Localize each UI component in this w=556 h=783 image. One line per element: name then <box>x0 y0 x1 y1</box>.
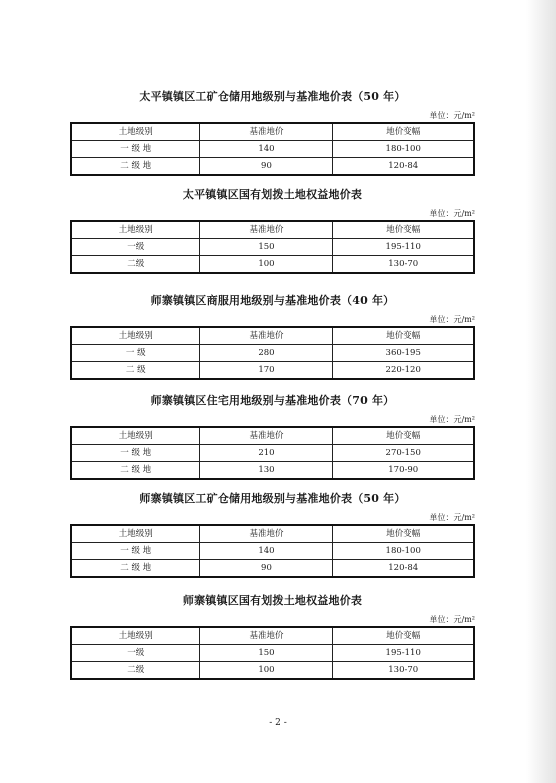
price-table-block <box>70 186 475 274</box>
header-cell: 基准地价 <box>200 627 333 645</box>
header-cell: 地价变幅 <box>333 427 474 445</box>
table-cell: 120-84 <box>333 158 474 176</box>
price-table <box>70 524 475 578</box>
table-cell: 二 级 地 <box>71 560 200 578</box>
table-cell: 130 <box>200 462 333 480</box>
table-cell: 100 <box>200 662 333 680</box>
header-cell: 土地级别 <box>71 427 200 445</box>
table-cell: 180-100 <box>333 141 474 158</box>
price-table <box>70 426 475 480</box>
table-cell: 150 <box>200 239 333 256</box>
table-title: 太平镇镇区工矿仓储用地级别与基准地价表（50 年） <box>139 90 406 103</box>
price-table <box>70 220 475 274</box>
table-header-row <box>71 427 474 445</box>
table-cell: 170-90 <box>333 462 474 480</box>
table-row <box>71 645 474 662</box>
table-cell: 一 级 地 <box>71 543 200 560</box>
header-cell: 土地级别 <box>71 627 200 645</box>
header-cell: 地价变幅 <box>333 123 474 141</box>
table-row <box>71 239 474 256</box>
table-cell: 360-195 <box>333 345 474 362</box>
price-table-block <box>70 292 475 380</box>
price-table <box>70 326 475 380</box>
header-cell: 地价变幅 <box>333 221 474 239</box>
page-number: - 2 - <box>269 718 287 728</box>
table-title: 师寨镇镇区住宅用地级别与基准地价表（70 年） <box>150 394 395 407</box>
price-table <box>70 122 475 176</box>
table-cell: 一 级 地 <box>71 141 200 158</box>
table-cell: 90 <box>200 560 333 578</box>
table-row <box>71 345 474 362</box>
table-row <box>71 362 474 380</box>
table-row <box>71 141 474 158</box>
table-title: 师寨镇镇区工矿仓储用地级别与基准地价表（50 年） <box>139 492 406 505</box>
header-cell: 基准地价 <box>200 221 333 239</box>
header-cell: 土地级别 <box>71 221 200 239</box>
table-cell: 140 <box>200 141 333 158</box>
table-cell: 180-100 <box>333 543 474 560</box>
price-table-block <box>70 88 475 176</box>
header-cell: 土地级别 <box>71 525 200 543</box>
header-cell: 土地级别 <box>71 123 200 141</box>
table-title: 师寨镇镇区商服用地级别与基准地价表（40 年） <box>150 294 395 307</box>
table-header-row <box>71 123 474 141</box>
unit-label: 单位：元/m² <box>429 513 475 522</box>
table-row <box>71 462 474 480</box>
table-title: 太平镇镇区国有划拨土地权益地价表 <box>182 188 363 201</box>
table-cell: 270-150 <box>333 445 474 462</box>
table-cell: 280 <box>200 345 333 362</box>
table-cell: 130-70 <box>333 256 474 274</box>
table-row <box>71 662 474 680</box>
table-cell: 150 <box>200 645 333 662</box>
table-row <box>71 256 474 274</box>
table-cell: 195-110 <box>333 239 474 256</box>
table-cell: 100 <box>200 256 333 274</box>
header-cell: 土地级别 <box>71 327 200 345</box>
table-header-row <box>71 627 474 645</box>
unit-label: 单位：元/m² <box>429 415 475 424</box>
unit-label: 单位：元/m² <box>429 615 475 624</box>
table-cell: 210 <box>200 445 333 462</box>
header-cell: 地价变幅 <box>333 525 474 543</box>
unit-label: 单位：元/m² <box>429 315 475 324</box>
table-cell: 二 级 地 <box>71 158 200 176</box>
header-cell: 地价变幅 <box>333 327 474 345</box>
table-cell: 二级 <box>71 256 200 274</box>
table-cell: 一 级 地 <box>71 445 200 462</box>
header-cell: 基准地价 <box>200 327 333 345</box>
table-cell: 170 <box>200 362 333 380</box>
price-table-block <box>70 490 475 578</box>
table-cell: 140 <box>200 543 333 560</box>
unit-label: 单位：元/m² <box>429 209 475 218</box>
table-cell: 220-120 <box>333 362 474 380</box>
table-cell: 二 级 <box>71 362 200 380</box>
table-header-row <box>71 327 474 345</box>
table-row <box>71 560 474 578</box>
header-cell: 基准地价 <box>200 525 333 543</box>
table-row <box>71 158 474 176</box>
table-title: 师寨镇镇区国有划拨土地权益地价表 <box>182 594 363 607</box>
table-cell: 90 <box>200 158 333 176</box>
unit-label: 单位：元/m² <box>429 111 475 120</box>
table-row <box>71 445 474 462</box>
table-cell: 二级 <box>71 662 200 680</box>
header-cell: 基准地价 <box>200 427 333 445</box>
table-cell: 一级 <box>71 645 200 662</box>
table-cell: 195-110 <box>333 645 474 662</box>
table-row <box>71 543 474 560</box>
price-table <box>70 626 475 680</box>
scan-edge-shadow <box>526 0 556 783</box>
table-cell: 一级 <box>71 239 200 256</box>
price-table-block <box>70 392 475 480</box>
table-cell: 120-84 <box>333 560 474 578</box>
table-header-row <box>71 221 474 239</box>
header-cell: 基准地价 <box>200 123 333 141</box>
table-cell: 一 级 <box>71 345 200 362</box>
table-cell: 二 级 地 <box>71 462 200 480</box>
price-table-block <box>70 592 475 680</box>
table-cell: 130-70 <box>333 662 474 680</box>
table-header-row <box>71 525 474 543</box>
header-cell: 地价变幅 <box>333 627 474 645</box>
